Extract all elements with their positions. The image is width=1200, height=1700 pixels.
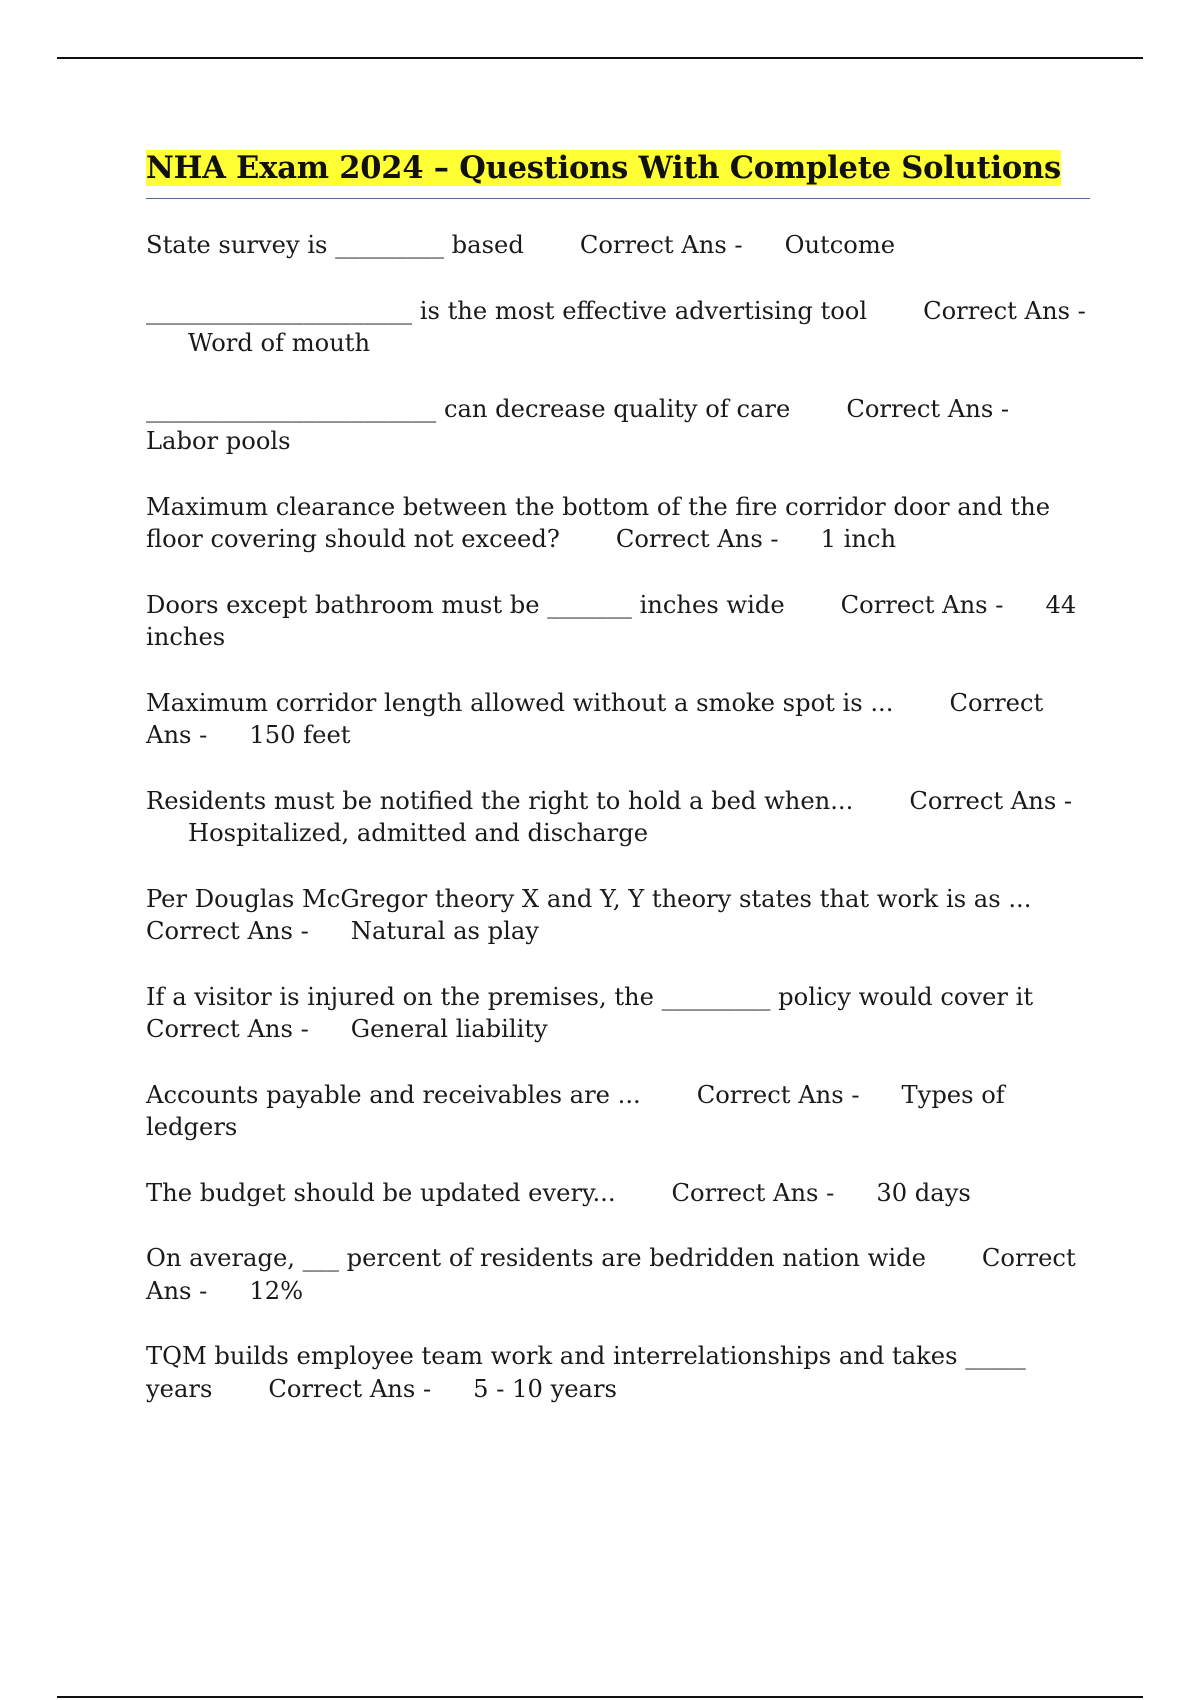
answer-text: Natural as play [350,917,539,945]
question-text: On average, ___ percent of residents are bedridden nation wide [146,1244,926,1272]
footer-rule [57,1696,1143,1698]
answer-text: Word of mouth [188,329,371,357]
qa-item-7 [146,785,1090,850]
answer-label: Correct Ans - [840,590,1004,619]
question-text: If a visitor is injured on the premises, the _________ policy would cover it [146,982,1034,1011]
question-text: TQM builds employee team work and interrelationships and takes _____ years [146,1342,1026,1403]
answer-text: 12% [249,1276,304,1305]
question-text: ______________________ is the most effective advertising tool [146,296,868,325]
question-text: Maximum clearance between the bottom of the fire corridor door and the floor covering should not exceed? [146,492,1051,553]
question-text: Residents must be notified the right to hold a bed when... [146,786,854,815]
answer-label: Correct Ans - [909,786,1073,815]
answer-text: Outcome [784,231,896,259]
title-block [146,146,1090,199]
qa-item-8 [146,883,1090,948]
answer-label: Correct Ans - [146,1015,309,1043]
answer-label: Correct Ans - [615,525,779,553]
answer-label: Correct Ans - [146,1244,1076,1305]
answer-text: 30 days [876,1178,971,1207]
question-text: ________________________ can decrease quality of care [146,394,791,423]
header-rule [57,57,1143,59]
qa-item-1 [146,229,1090,262]
qa-item-12 [146,1242,1090,1307]
question-text: Per Douglas McGregor theory X and Y, Y theory states that work is as ... [146,884,1032,913]
qa-item-9 [146,981,1090,1046]
answer-text: Types of ledgers [146,1080,1005,1141]
answer-label: Correct Ans - [696,1080,860,1109]
answer-label: Correct Ans - [579,231,743,259]
document-title: NHA Exam 2024 – Questions With Complete Solutions [146,150,1061,186]
qa-item-6 [146,687,1090,752]
qa-item-4 [146,491,1090,556]
answer-text: 44 inches [146,590,1077,651]
answer-label: Correct Ans - [146,688,1044,749]
answer-text: Labor pools [146,427,291,455]
answer-label: Correct Ans - [146,917,309,945]
document-body [146,146,1090,1438]
question-text: Doors except bathroom must be _______ inches wide [146,590,785,619]
answer-label: Correct Ans - [923,296,1086,325]
answer-text: General liability [350,1015,548,1043]
qa-item-13 [146,1340,1090,1405]
answer-text: Hospitalized, admitted and discharge [188,819,649,847]
question-text: State survey is _________ based [146,231,524,259]
qa-item-10 [146,1079,1090,1144]
answer-label: Correct Ans - [671,1178,835,1207]
question-text: Accounts payable and receivables are ... [146,1080,641,1109]
answer-label: Correct Ans - [268,1374,432,1403]
qa-item-11 [146,1177,1090,1210]
answer-text: 1 inch [820,525,897,553]
answer-label: Correct Ans - [846,394,1010,423]
question-text: The budget should be updated every... [146,1178,616,1207]
answer-text: 150 feet [249,721,351,749]
qa-item-3 [146,393,1090,458]
question-text: Maximum corridor length allowed without a smoke spot is ... [146,688,894,717]
qa-item-2 [146,295,1090,360]
qa-item-5 [146,589,1090,654]
answer-text: 5 - 10 years [473,1374,617,1403]
